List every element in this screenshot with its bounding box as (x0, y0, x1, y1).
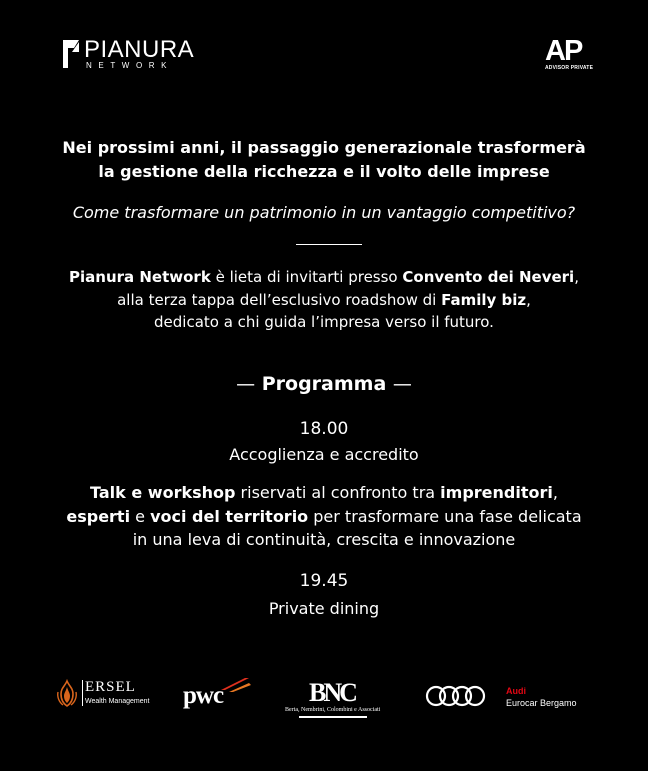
advisor-private-logo (545, 35, 594, 72)
invite-line-2 (0, 289, 648, 312)
schedule-time-2: 19.45 (299, 571, 349, 591)
talk-description (0, 481, 648, 552)
programma-title (0, 372, 648, 396)
talk-text: riservati al confronto tra (235, 483, 441, 502)
ersel-sub: Wealth Management (85, 698, 150, 705)
pianura-logo-sub: NETWORK (86, 61, 174, 70)
schedule-desc-1: Accoglienza e accredito (229, 445, 419, 464)
talk-text: per trasformare una fase delicata (308, 506, 582, 526)
invite-venue: Convento dei Neveri (402, 268, 575, 286)
title-dash-left: — (236, 373, 256, 395)
invite-event: Family biz (441, 290, 527, 309)
invite-text: alla terza tappa dell’esclusivo roadshow di (117, 290, 442, 309)
pianura-logo-name: PIANURA (84, 36, 195, 63)
invite-line-3: dedicato a chi guida l’impresa verso il futuro. (154, 313, 494, 331)
schedule-desc-2: Private dining (268, 599, 380, 618)
audi-dealer-name: Eurocar Bergamo (506, 698, 577, 708)
talk-bold: imprenditori (440, 483, 553, 502)
invite-punct: , (574, 268, 579, 286)
bnc-name: BNC (309, 678, 355, 707)
ersel-flame-icon (55, 678, 79, 708)
audi-dealer-logo (506, 686, 577, 709)
programma-label: Programma (261, 373, 387, 395)
talk-line-1 (0, 481, 648, 505)
bnc-logo (285, 680, 385, 720)
audi-rings-icon (425, 684, 487, 708)
talk-line-3: in una leva di continuità, crescita e innovazione (132, 530, 516, 549)
headline-line-1: Nei prossimi anni, il passaggio generazionale trasformerà (62, 138, 586, 157)
title-dash-right: — (392, 373, 412, 395)
talk-bold: Talk e workshop (90, 483, 236, 502)
divider (296, 244, 362, 245)
pwc-logo (183, 678, 253, 712)
ap-logo-sub: ADVISOR PRIVATE (545, 65, 594, 71)
talk-bold: voci del territorio (150, 506, 309, 526)
invitation-text (0, 266, 648, 334)
pianura-network-logo (60, 36, 195, 74)
pwc-name: pwc (183, 682, 224, 709)
talk-text: e (130, 506, 151, 526)
invite-text: è lieta di invitarti presso (210, 268, 403, 286)
bnc-sub: Berta, Nembrini, Colombini e Associati (285, 707, 381, 713)
pianura-mark-icon (60, 38, 82, 70)
audi-brand: Audi (506, 686, 526, 696)
headline (0, 136, 648, 184)
schedule-time-1: 18.00 (299, 419, 349, 439)
ap-logo-name: AP (545, 35, 582, 67)
invite-host: Pianura Network (69, 268, 211, 286)
ersel-name: ERSEL (85, 679, 136, 695)
talk-bold: esperti (66, 506, 131, 526)
bnc-rule (299, 716, 367, 718)
headline-line-2: la gestione della ricchezza e il volto delle imprese (98, 162, 550, 181)
ersel-logo (55, 678, 155, 708)
subtitle: Come trasformare un patrimonio in un vantaggio competitivo? (72, 203, 576, 222)
talk-text: , (552, 483, 558, 502)
invite-punct: , (526, 290, 531, 309)
invite-line-1 (0, 266, 648, 289)
ersel-separator (82, 680, 83, 706)
talk-line-2 (0, 505, 648, 529)
